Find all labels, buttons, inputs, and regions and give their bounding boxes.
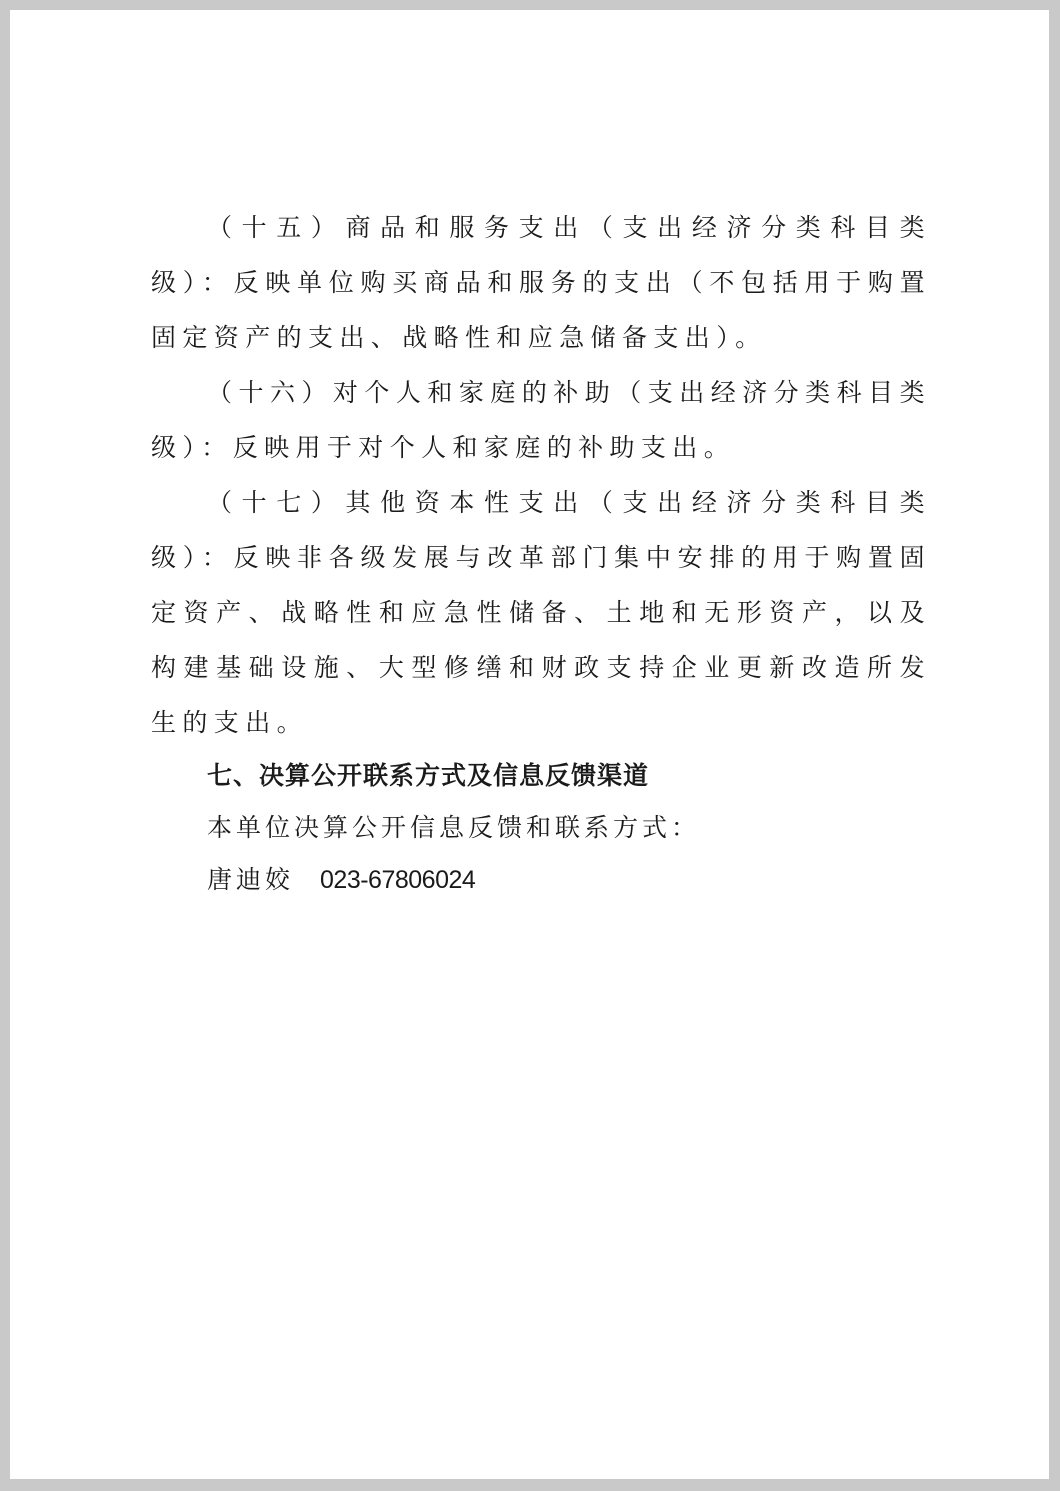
document-page: [10, 10, 1049, 1479]
document-body: [151, 200, 931, 906]
paragraph-item-15: （十五）商品和服务支出（支出经济分类科目类级）：反映单位购买商品和服务的支出（不包括用于购置固定资产的支出、战略性和应急储备支出）。: [151, 213, 931, 352]
contact-intro: 本单位决算公开信息反馈和联系方式：: [207, 813, 701, 842]
contact-line: [151, 854, 931, 906]
paragraph-item-16: （十六）对个人和家庭的补助（支出经济分类科目类级）：反映用于对个人和家庭的补助支出。: [151, 378, 931, 462]
section-heading: 七、决算公开联系方式及信息反馈渠道: [207, 761, 650, 790]
contact-phone: 023-67806024: [320, 866, 476, 894]
contact-name: 唐迪姣: [207, 865, 295, 894]
paragraph-item-17: （十七）其他资本性支出（支出经济分类科目类级）：反映非各级发展与改革部门集中安排的用于购置固定资产、战略性和应急性储备、土地和无形资产，以及构建基础设施、大型修缮和财政支持企业更新改造所发生的支出。: [151, 488, 931, 737]
